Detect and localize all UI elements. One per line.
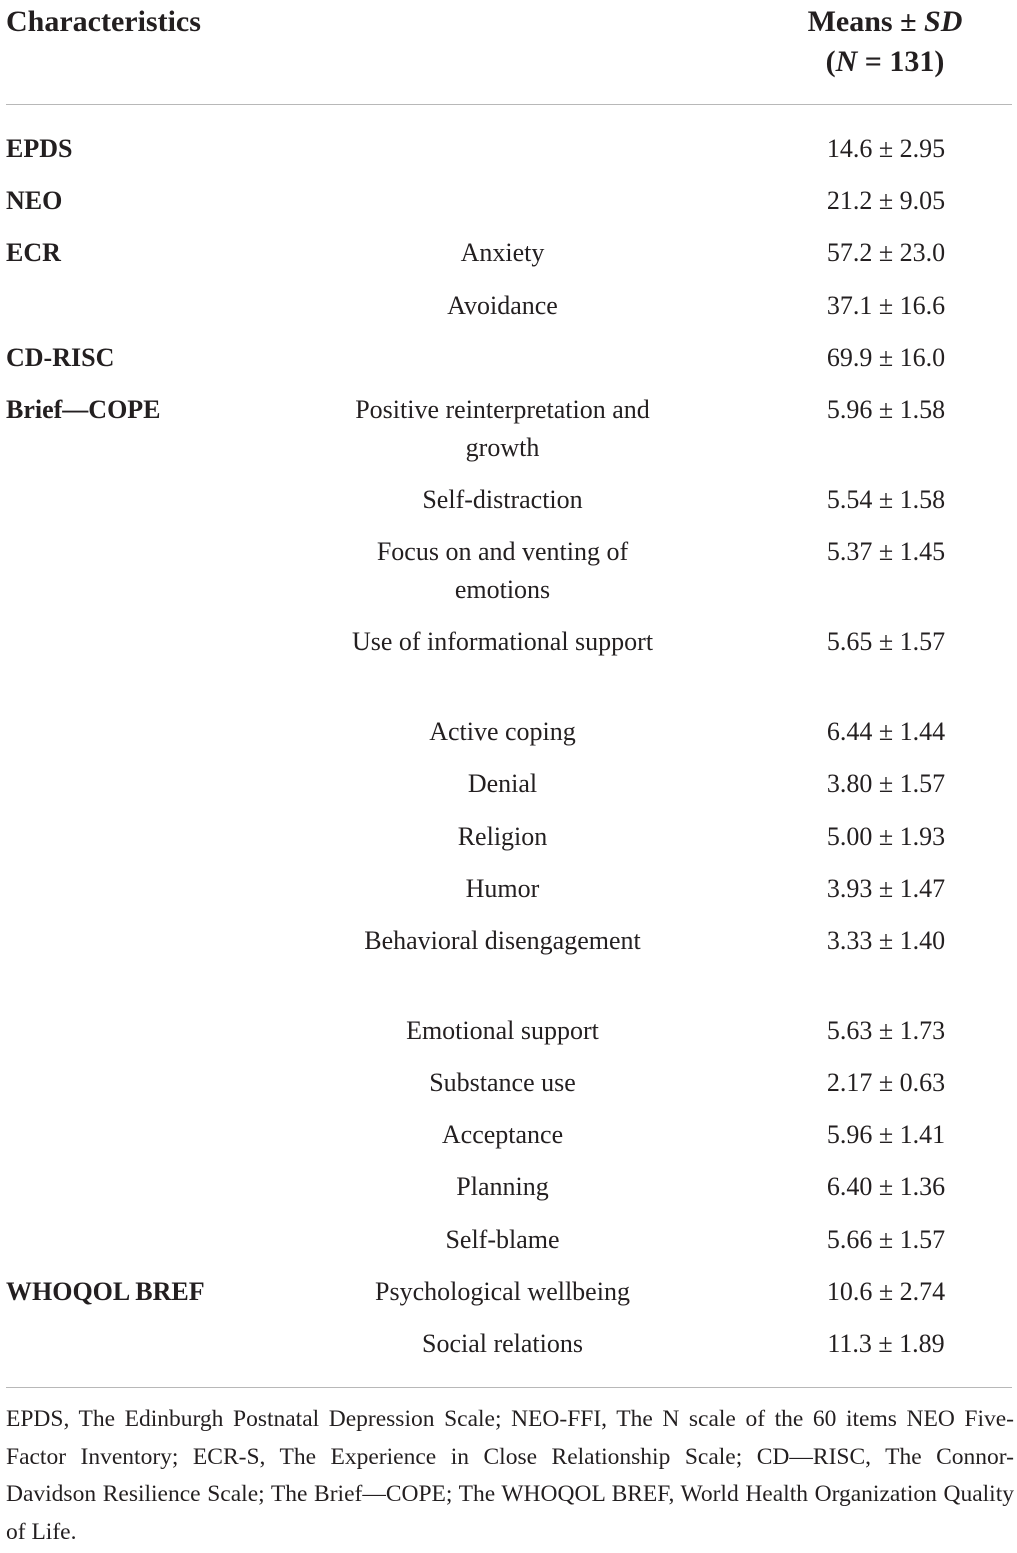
row-mean-sd-value: 6.40 ± 1.36 bbox=[826, 1172, 946, 1202]
table-row bbox=[0, 765, 1017, 817]
table-row bbox=[0, 234, 1017, 286]
table-row bbox=[0, 1325, 1017, 1377]
row-mean-sd-value: 5.65 ± 1.57 bbox=[826, 627, 946, 657]
row-subscale-label: Denial bbox=[467, 769, 538, 799]
row-mean-sd-value: 37.1 ± 16.6 bbox=[826, 290, 946, 320]
row-mean-sd-value: 10.6 ± 2.74 bbox=[826, 1276, 946, 1306]
header-means-line bbox=[760, 2, 1010, 42]
table-row bbox=[0, 130, 1017, 182]
row-mean-sd-value: 3.33 ± 1.40 bbox=[826, 925, 946, 955]
row-subscale-label: Behavioral disengagement bbox=[364, 925, 641, 955]
table-row bbox=[0, 533, 1017, 623]
row-subscale-label: Planning bbox=[456, 1172, 549, 1202]
row-subscale-label: Active coping bbox=[429, 717, 576, 747]
table-body bbox=[0, 130, 1017, 1377]
row-mean-sd-value: 5.96 ± 1.58 bbox=[826, 394, 946, 424]
row-subscale-label: Humor bbox=[465, 873, 540, 903]
row-mean-sd-value: 5.37 ± 1.45 bbox=[826, 537, 946, 567]
table-row bbox=[0, 870, 1017, 922]
table-row bbox=[0, 391, 1017, 481]
table-row bbox=[0, 1168, 1017, 1220]
row-mean-sd-value: 5.66 ± 1.57 bbox=[826, 1224, 946, 1254]
header-n-line bbox=[760, 42, 1010, 82]
row-subscale-label: Self-distraction bbox=[422, 484, 583, 514]
table-row bbox=[0, 1116, 1017, 1168]
table-row bbox=[0, 922, 1017, 1012]
row-subscale-label: Focus on and venting of emotions bbox=[376, 537, 629, 605]
table-row bbox=[0, 713, 1017, 765]
row-mean-sd-value: 2.17 ± 0.63 bbox=[826, 1068, 946, 1098]
row-subscale-label: Social relations bbox=[421, 1329, 583, 1358]
row-mean-sd-value: 5.00 ± 1.93 bbox=[826, 821, 946, 851]
header-divider bbox=[6, 104, 1012, 105]
row-group-label: EPDS bbox=[6, 134, 73, 163]
row-mean-sd-value: 6.44 ± 1.44 bbox=[826, 717, 946, 747]
row-subscale-label: Positive reinterpretation and growth bbox=[355, 394, 650, 462]
header-characteristics: Characteristics bbox=[6, 5, 201, 38]
row-mean-sd-value: 11.3 ± 1.89 bbox=[827, 1329, 945, 1358]
row-subscale-label: Substance use bbox=[429, 1068, 576, 1098]
table-row bbox=[0, 182, 1017, 234]
row-mean-sd-value: 3.80 ± 1.57 bbox=[826, 769, 946, 799]
row-mean-sd-value: 21.2 ± 9.05 bbox=[826, 186, 946, 216]
row-mean-sd-value: 3.93 ± 1.47 bbox=[826, 873, 946, 903]
row-mean-sd-value: 57.2 ± 23.0 bbox=[826, 238, 946, 268]
table-row bbox=[0, 287, 1017, 339]
row-subscale-label: Acceptance bbox=[441, 1120, 564, 1150]
row-subscale-label: Use of informational support bbox=[351, 627, 654, 657]
row-subscale-label: Psychological wellbeing bbox=[375, 1276, 630, 1306]
header-n-rest: = 131) bbox=[857, 45, 945, 78]
table-footnote: EPDS, The Edinburgh Postnatal Depression Scale; NEO-FFI, The N scale of the 60 items NEO Five-Factor Inventory; ECR-S, The Experience in Close Relationship Scale; CD—RISC, The Connor- Davidson Resilience Scale; The Brief—COPE; The WHOQOL BREF, World Health Organization Quality of Life. bbox=[6, 1406, 1014, 1545]
row-mean-sd-value: 14.6 ± 2.95 bbox=[826, 134, 946, 163]
table-row bbox=[0, 1221, 1017, 1273]
row-subscale-label: Avoidance bbox=[447, 290, 558, 320]
row-group-label: CD-RISC bbox=[6, 342, 115, 372]
table-row bbox=[0, 481, 1017, 533]
row-subscale-label: Religion bbox=[457, 821, 548, 851]
table-row bbox=[0, 818, 1017, 870]
row-group-label: WHOQOL BREF bbox=[6, 1276, 205, 1306]
footer-divider bbox=[6, 1387, 1012, 1388]
header-means-prefix: Means ± bbox=[807, 5, 925, 38]
table-row bbox=[0, 1012, 1017, 1064]
header-means-sd bbox=[760, 2, 1010, 82]
row-mean-sd-value: 69.9 ± 16.0 bbox=[826, 342, 946, 372]
table-row bbox=[0, 339, 1017, 391]
row-subscale-label: Anxiety bbox=[460, 238, 545, 268]
header-sd: SD bbox=[924, 5, 963, 38]
row-mean-sd-value: 5.96 ± 1.41 bbox=[826, 1120, 946, 1150]
header-n-open: ( bbox=[825, 45, 836, 78]
header-n-var: N bbox=[835, 45, 858, 78]
row-subscale-label: Emotional support bbox=[406, 1015, 599, 1045]
row-mean-sd-value: 5.63 ± 1.73 bbox=[826, 1015, 946, 1045]
row-group-label: NEO bbox=[6, 186, 63, 216]
table-row bbox=[0, 1064, 1017, 1116]
row-mean-sd-value: 5.54 ± 1.58 bbox=[826, 484, 946, 514]
table-row bbox=[0, 623, 1017, 713]
row-subscale-label: Self-blame bbox=[445, 1224, 560, 1254]
table-row bbox=[0, 1273, 1017, 1325]
row-group-label: ECR bbox=[6, 238, 61, 268]
row-group-label: Brief—COPE bbox=[6, 394, 161, 424]
